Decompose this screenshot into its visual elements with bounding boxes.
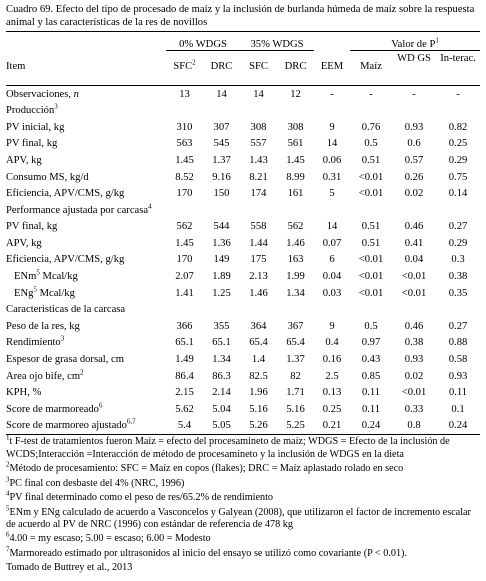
- cell-value: 544: [213, 221, 230, 233]
- cell-value: 1.37: [212, 154, 231, 166]
- col-sfc-35: SFC: [240, 51, 277, 86]
- row-label: Características de la carcasa: [6, 304, 126, 316]
- cell-value: -: [369, 88, 373, 100]
- cell-value: 0.6: [407, 138, 421, 150]
- cell-value: 5.25: [277, 418, 314, 435]
- cell-value: 161: [287, 188, 304, 200]
- row-label: Area ojo bife, $cm^2$: [6, 368, 84, 382]
- row-label: Eficiencia, APV/CMS, g/kg: [6, 254, 125, 266]
- cell-value: 0.46: [404, 320, 424, 332]
- cell-value: 5.4: [166, 418, 203, 435]
- cell-value: 0.11: [361, 403, 381, 415]
- cell-value: 9: [329, 121, 335, 133]
- cell-value: 14: [216, 88, 227, 100]
- cell-value: [166, 302, 203, 319]
- cell-value: 1.45: [175, 154, 194, 166]
- col-eem: EEM: [314, 51, 350, 86]
- cell-value: 563: [176, 138, 193, 150]
- cell-value: 65.4: [286, 337, 305, 349]
- cell-value: 1.4: [251, 354, 266, 366]
- table-row: [6, 401, 480, 418]
- cell-value: 0.14: [448, 188, 468, 200]
- table-caption: Cuadro 69. Efecto del tipo de procesado de maíz y la inclusión de burlanda húmeda de maíz sobre la respuesta animal y las características de la res de novillos: [6, 4, 475, 28]
- cell-value: 0.06: [322, 154, 342, 166]
- cell-value: 0.25: [448, 138, 468, 150]
- cell-value: 1.36: [212, 237, 231, 249]
- cell-value: 0.03: [322, 287, 342, 299]
- cell-value: [392, 202, 436, 219]
- cell-value: 1.96: [249, 387, 268, 399]
- header-row-groups: [6, 32, 480, 51]
- cell-value: -: [412, 88, 416, 100]
- footnote: $^6$4.00 = my escaso; 5.00 = escaso; 6.00 = Modesto: [6, 530, 211, 545]
- row-label: Rendimiento$^3$: [6, 334, 65, 349]
- cell-value: 150: [213, 188, 230, 200]
- cell-value: 174: [250, 188, 267, 200]
- cell-value: <0.01: [358, 171, 384, 183]
- cell-value: 86.4: [175, 370, 194, 382]
- cell-value: 1.25: [212, 287, 231, 299]
- cell-value: 0.51: [361, 221, 381, 233]
- cell-value: 5.16: [286, 403, 305, 415]
- cell-value: 0.93: [404, 354, 424, 366]
- cell-value: 2.13: [249, 271, 268, 283]
- row-label: ENg$^5$ Mcal/kg: [14, 285, 75, 299]
- cell-value: 82.5: [249, 370, 268, 382]
- cell-value: 0.26: [404, 171, 424, 183]
- cell-value: 1.46: [286, 237, 305, 249]
- cell-value: -: [330, 88, 334, 100]
- cell-value: 0.27: [448, 320, 468, 332]
- cell-value: -: [456, 88, 460, 100]
- cell-value: 5.05: [203, 418, 240, 435]
- group-header-0-wdgs: 0% WDGS: [166, 32, 240, 51]
- table-row: [6, 318, 480, 335]
- table-row: [6, 335, 480, 352]
- cell-value: 367: [287, 320, 304, 332]
- cell-value: 82: [290, 370, 301, 382]
- cell-value: 366: [176, 320, 193, 332]
- col-drc-35: DRC: [277, 51, 314, 86]
- cell-value: 8.52: [175, 171, 194, 183]
- cell-value: 0.27: [448, 221, 468, 233]
- cell-value: 561: [287, 138, 304, 150]
- col-drc-0: DRC: [203, 51, 240, 86]
- cell-value: 0.25: [322, 403, 342, 415]
- col-interac: In-terac.: [436, 51, 480, 86]
- row-label: KPH, %: [6, 387, 42, 399]
- cell-value: [350, 202, 392, 219]
- table-row: [6, 235, 480, 252]
- cell-value: [203, 103, 240, 120]
- cell-value: 163: [287, 254, 304, 266]
- cell-value: 0.02: [404, 370, 424, 382]
- cell-value: 5: [329, 188, 335, 200]
- footnote: $^3$PC final con desbaste del 4% (NRC, 1996): [6, 475, 185, 489]
- cell-value: 0.29: [448, 154, 468, 166]
- table-row: [6, 252, 480, 269]
- cell-value: 5.04: [212, 403, 231, 415]
- table-row: [6, 202, 480, 219]
- row-label: APV, kg: [6, 154, 42, 166]
- cell-value: 1.46: [249, 287, 268, 299]
- cell-value: [314, 103, 350, 120]
- cell-value: 0.97: [361, 337, 381, 349]
- cell-value: <0.01: [358, 188, 384, 200]
- cell-value: 0.85: [361, 370, 381, 382]
- cell-value: 0.21: [314, 418, 350, 435]
- cell-value: [240, 103, 277, 120]
- cell-value: <0.01: [358, 271, 384, 283]
- cell-value: 14: [253, 88, 264, 100]
- table-row: [6, 136, 480, 153]
- cell-value: 1.34: [286, 287, 305, 299]
- cell-value: 0.41: [404, 237, 424, 249]
- cell-value: 0.8: [392, 418, 436, 435]
- cell-value: 0.51: [361, 154, 381, 166]
- cell-value: 0.33: [404, 403, 424, 415]
- cell-value: 2.5: [325, 370, 339, 382]
- cell-value: 0.88: [448, 337, 468, 349]
- cell-value: 5.16: [249, 403, 268, 415]
- row-label: Performance ajustada por carcasa$^4$: [6, 202, 152, 216]
- col-wdgs: WD GS: [392, 51, 436, 86]
- table-row: [6, 86, 480, 103]
- cell-value: 0.11: [361, 387, 381, 399]
- cell-value: [240, 302, 277, 319]
- header-row-columns: [6, 51, 480, 86]
- cell-value: 545: [213, 138, 230, 150]
- footnote: $^1$t F-test de tratamientos fueron Maíz = efecto del procesamineto de maíz; WDGS = Efecto de la inclusión de WCDS;Interacción =Interacción de método de procesamineto y la inclusión de WDGS en la dieta: [6, 434, 450, 460]
- col-sfc-0: SFC$^2$: [166, 51, 203, 86]
- cell-value: 562: [287, 221, 304, 233]
- table-body: [6, 86, 480, 435]
- cell-value: [277, 103, 314, 120]
- cell-value: 14: [326, 221, 338, 233]
- cell-value: 1.99: [286, 271, 305, 283]
- cell-value: 2.07: [175, 271, 194, 283]
- cell-value: 1.44: [249, 237, 268, 249]
- cell-value: 0.57: [404, 154, 424, 166]
- cell-value: [166, 103, 203, 120]
- cell-value: 0.24: [436, 418, 480, 435]
- cell-value: <0.01: [358, 287, 384, 299]
- cell-value: 308: [250, 121, 267, 133]
- cell-value: 65.1: [175, 337, 194, 349]
- cell-value: 557: [250, 138, 267, 150]
- cell-value: 65.4: [249, 337, 268, 349]
- cell-value: [436, 202, 480, 219]
- cell-value: 5.62: [175, 403, 194, 415]
- cell-value: [314, 302, 350, 319]
- table-row: [6, 418, 480, 435]
- cell-value: 0.13: [322, 387, 342, 399]
- pvalue-header: Valor de $P^1$: [350, 32, 480, 51]
- cell-value: 0.38: [448, 271, 468, 283]
- cell-value: [277, 302, 314, 319]
- table-row: [6, 352, 480, 369]
- col-maiz: Maíz: [350, 51, 392, 86]
- cell-value: <0.01: [401, 271, 427, 283]
- row-label: PV final, kg: [6, 221, 58, 233]
- row-label: Producción$^3$: [6, 102, 58, 117]
- cell-value: 9.16: [212, 171, 231, 183]
- cell-value: 0.5: [364, 320, 378, 332]
- cell-value: 0.04: [404, 254, 424, 266]
- cell-value: 562: [176, 221, 193, 233]
- table-row: [6, 368, 480, 385]
- cell-value: [350, 103, 392, 120]
- cell-value: [392, 103, 436, 120]
- row-label: Consumo MS, kg/d: [6, 171, 89, 183]
- table-row: [6, 285, 480, 302]
- table-row: [6, 302, 480, 319]
- cell-value: 310: [176, 121, 193, 133]
- cell-value: 1.37: [286, 354, 305, 366]
- cell-value: 364: [250, 320, 267, 332]
- cell-value: 0.75: [448, 171, 468, 183]
- cell-value: 1.43: [249, 154, 268, 166]
- cell-value: [392, 302, 436, 319]
- cell-value: 13: [179, 88, 190, 100]
- cell-value: 9: [329, 320, 335, 332]
- cell-value: 14: [326, 138, 338, 150]
- cell-value: 1.34: [212, 354, 231, 366]
- cell-value: 0.3: [451, 254, 465, 266]
- cell-value: [203, 202, 240, 219]
- row-label: PV final, kg: [6, 138, 58, 150]
- cell-value: 0.93: [448, 370, 468, 382]
- cell-value: 8.99: [286, 171, 305, 183]
- cell-value: [314, 202, 350, 219]
- table-row: [6, 103, 480, 120]
- footnote: $^4$PV final determinado como el peso de res/65.2% de rendimiento: [6, 489, 273, 504]
- group-header-35-wdgs: 35% WDGS: [240, 32, 314, 51]
- cell-value: 1.45: [175, 237, 194, 249]
- cell-value: 170: [176, 254, 193, 266]
- cell-value: 0.31: [322, 171, 342, 183]
- cell-value: 2.15: [175, 387, 194, 399]
- cell-value: 355: [213, 320, 230, 332]
- cell-value: 65.1: [212, 337, 231, 349]
- cell-value: 0.93: [404, 121, 424, 133]
- cell-value: 149: [213, 254, 230, 266]
- cell-value: 0.29: [448, 237, 468, 249]
- cell-value: 558: [250, 221, 267, 233]
- cell-value: [436, 103, 480, 120]
- row-label: Score de marmoreado$^6$: [6, 401, 103, 415]
- footnote: Tomado de Buttrey et al., 2013: [6, 562, 133, 574]
- row-label: ENm$^5$ Mcal/kg: [14, 268, 78, 283]
- row-label: Eficiencia, APV/CMS, g/kg: [6, 188, 125, 200]
- cell-value: 0.43: [361, 354, 381, 366]
- cell-value: 0.58: [448, 354, 468, 366]
- cell-value: 12: [290, 88, 301, 100]
- cell-value: <0.01: [358, 254, 384, 266]
- cell-value: 0.35: [448, 287, 468, 299]
- cell-value: 175: [250, 254, 267, 266]
- table-row: [6, 186, 480, 203]
- footnote: $^5$ENm y ENg calculado de acuerdo a Vasconcelos y Galyean (2008), que utilizaron el factor de incremento escalar de acuerdo al PV de NRC (1996) con estándar de referencia de 478 kg: [6, 504, 471, 530]
- footnote: $^7$Marmoreado estimado por ultrasonidos al inicio del ensayo se utilizó como covariante (P < 0.01).: [6, 545, 407, 559]
- cell-value: 0.11: [448, 387, 468, 399]
- cell-value: 6: [329, 254, 335, 266]
- cell-value: [277, 202, 314, 219]
- cell-value: <0.01: [401, 387, 427, 399]
- cell-value: 1.41: [175, 287, 194, 299]
- cell-value: 0.16: [322, 354, 342, 366]
- table-row: [6, 169, 480, 186]
- cell-value: 1.45: [286, 154, 305, 166]
- cell-value: 0.24: [350, 418, 392, 435]
- cell-value: [350, 302, 392, 319]
- row-label: Observaciones, n: [6, 88, 79, 100]
- cell-value: 1.71: [286, 387, 305, 399]
- cell-value: 170: [176, 188, 193, 200]
- cell-value: 8.21: [249, 171, 268, 183]
- cell-value: 2.14: [212, 387, 231, 399]
- table-row: [6, 219, 480, 236]
- cell-value: 1.49: [175, 354, 194, 366]
- results-table: [6, 31, 480, 435]
- cell-value: 0.38: [404, 337, 424, 349]
- cell-value: 0.5: [364, 138, 378, 150]
- cell-value: 0.1: [451, 403, 465, 415]
- cell-value: [436, 302, 480, 319]
- table-row: [6, 119, 480, 136]
- table-row: [6, 385, 480, 402]
- cell-value: 0.51: [361, 237, 381, 249]
- footnotes: [6, 436, 480, 574]
- cell-value: 0.4: [325, 337, 339, 349]
- cell-value: 1.89: [212, 271, 231, 283]
- table-row: [6, 269, 480, 286]
- cell-value: 5.26: [240, 418, 277, 435]
- cell-value: 0.04: [322, 271, 342, 283]
- cell-value: 86.3: [212, 370, 231, 382]
- cell-value: [166, 202, 203, 219]
- cell-value: [240, 202, 277, 219]
- cell-value: 308: [287, 121, 304, 133]
- cell-value: 0.76: [361, 121, 381, 133]
- row-label: Espesor de grasa dorsal, cm: [6, 354, 124, 366]
- row-label: APV, kg: [6, 237, 42, 249]
- cell-value: 0.02: [404, 188, 424, 200]
- row-label: Score de marmoreo ajustado$^{6,7}$: [6, 418, 166, 435]
- item-header: Item: [6, 51, 166, 86]
- table-row: [6, 152, 480, 169]
- cell-value: 0.82: [448, 121, 468, 133]
- cell-value: 0.07: [322, 237, 342, 249]
- cell-value: 0.46: [404, 221, 424, 233]
- cell-value: [203, 302, 240, 319]
- row-label: Peso de la res, kg: [6, 320, 80, 332]
- row-label: PV inicial, kg: [6, 121, 65, 133]
- footnote: $^2$Método de procesamiento: SFC = Maíz en copos (flakes); DRC = Maíz aplastado rolado en seco: [6, 460, 404, 475]
- cell-value: 307: [213, 121, 230, 133]
- cell-value: <0.01: [401, 287, 427, 299]
